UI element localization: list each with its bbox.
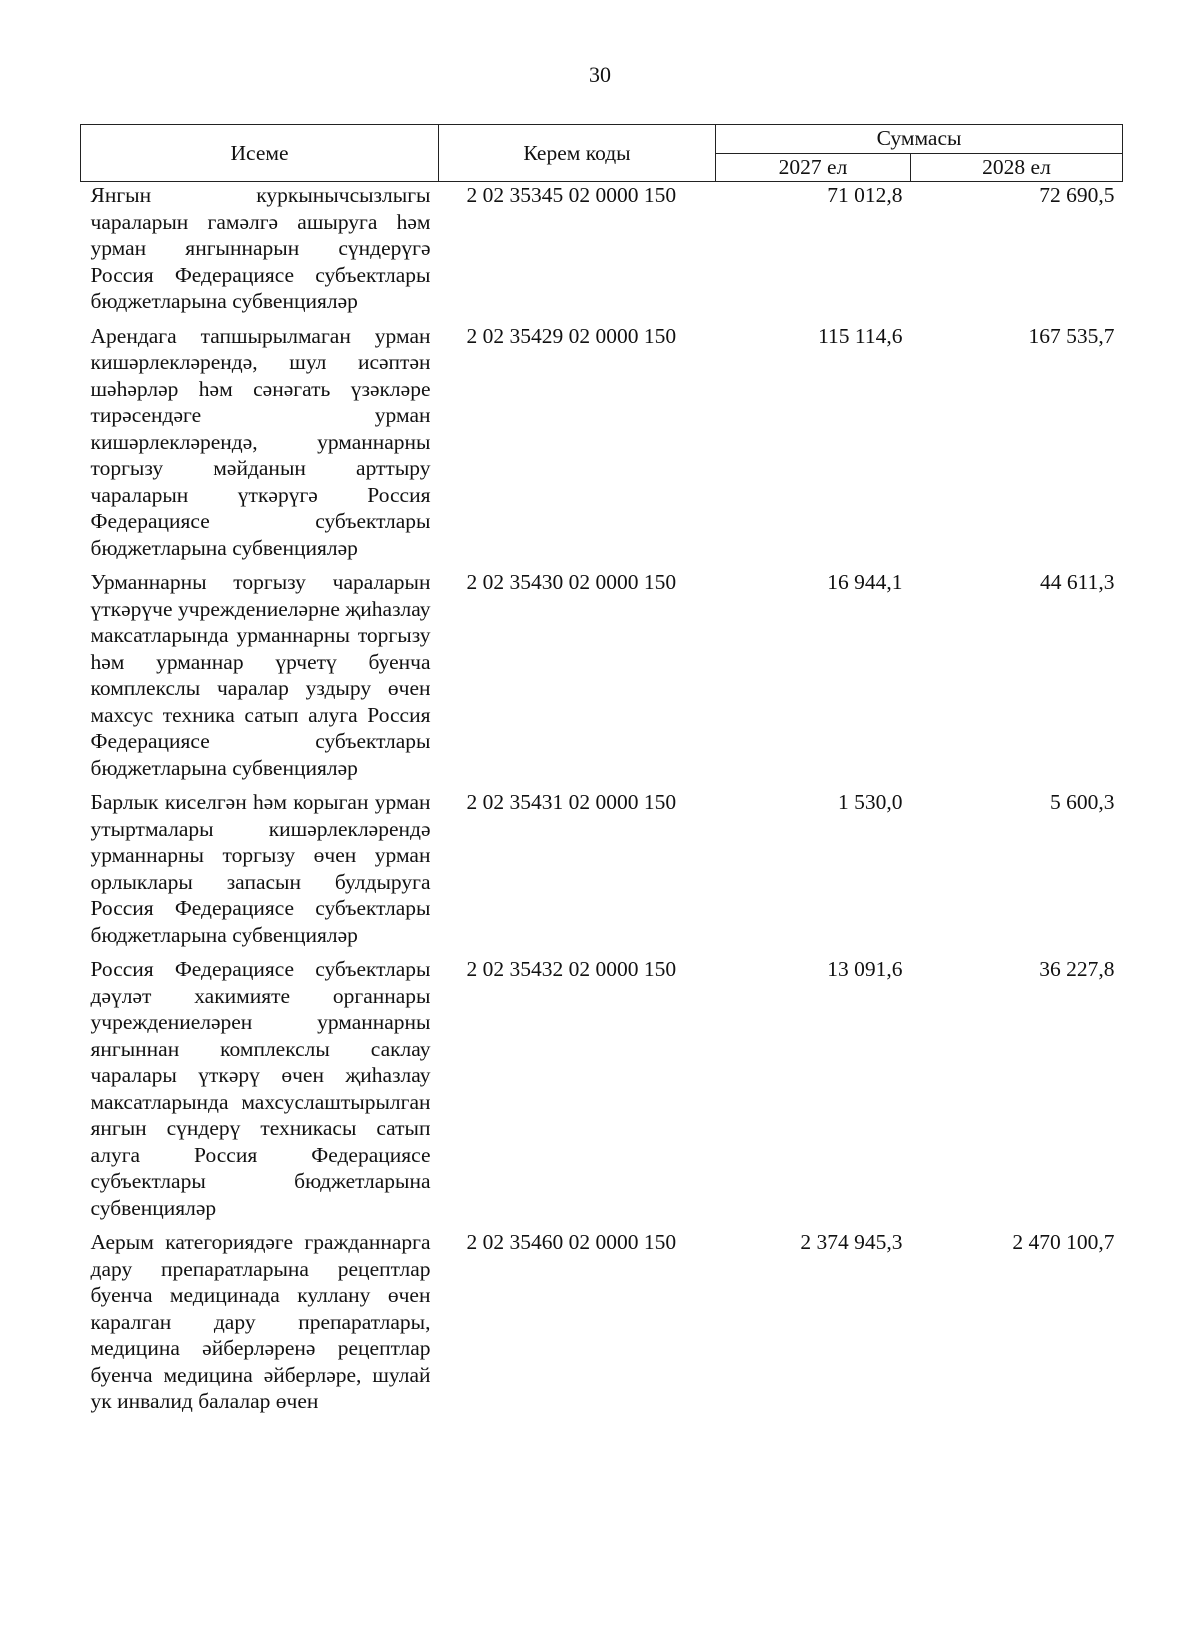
- table-row: [81, 956, 1123, 1229]
- table-row: [81, 569, 1123, 789]
- row-value-2027: 16 944,1: [827, 570, 903, 594]
- row-value-2028: 2 470 100,7: [1012, 1230, 1115, 1254]
- row-value-2027: 2 374 945,3: [800, 1230, 903, 1254]
- table-row: [81, 789, 1123, 956]
- budget-table: [80, 124, 1123, 1423]
- header-year-2027: 2027 ел: [716, 153, 911, 182]
- row-name: Арендага тапшырылмаган урман кишәрлекләрендә, шул исәптән шәһәрләр һәм сәнәгать үзәкләре тирәсендәге урман кишәрлекләрендә, урманнарны торгызу мәйданын арттыру чараларын үткәрүгә Россия Федерациясе субъектлары бюджетларына субвенцияләр: [90, 323, 431, 560]
- header-name: Исеме: [81, 125, 439, 182]
- row-name: Аерым категориядәге гражданнарга дару препаратларына рецептлар буенча медицинада куллану өчен каралган дару препаратлары, медицина әйберләренә рецептлар буенча медицина әйберләре, шулай ук инвалид балалар өчен: [90, 1230, 431, 1413]
- row-code: 2 02 35431 02 0000 150: [466, 790, 677, 814]
- row-value-2027: 115 114,6: [818, 323, 903, 348]
- row-name: Россия Федерациясе субъектлары дәүләт хакимияте органнары учреждениеләрен урманнарны янгыннан комплекслы саклау чаралары үткәрү өчен җиһазлау максатларында махсуслаштырылган янгын сүндерү техникасы сатып алуга Россия Федерациясе субъектлары бюджетларына субвенцияләр: [90, 957, 431, 1220]
- header-sum: Суммасы: [716, 125, 1123, 154]
- table-body: [81, 182, 1123, 1423]
- row-name: Урманнарны торгызу чараларын үткәрүче учреждениеләрне җиһазлау максатларында урманнарны торгызу һәм урманнар үрчетү буенча комплекслы чаралар уздыру өчен махсус техника сатып алуга Россия Федерациясе субъектлары бюджетларына субвенцияләр: [90, 570, 431, 780]
- row-code: 2 02 35430 02 0000 150: [466, 570, 677, 594]
- header-year-2028: 2028 ел: [911, 153, 1123, 182]
- row-code: 2 02 35432 02 0000 150: [466, 957, 677, 981]
- table-row: [81, 323, 1123, 570]
- row-value-2027: 13 091,6: [827, 957, 903, 981]
- row-value-2028: 72 690,5: [1039, 183, 1115, 207]
- row-name: Янгын куркынычсызлыгы чараларын гамәлгә ашыруга һәм урман янгыннарын сүндерүгә Россия Федерациясе субъектлары бюджетларына субвенцияләр: [90, 183, 431, 313]
- row-code: 2 02 35460 02 0000 150: [466, 1230, 677, 1254]
- row-value-2028: 5 600,3: [1050, 790, 1115, 814]
- page-number: 30: [589, 62, 611, 87]
- header-code: Керем коды: [439, 125, 716, 182]
- row-value-2028: 44 611,3: [1040, 570, 1115, 594]
- row-value-2027: 71 012,8: [827, 183, 903, 207]
- row-value-2027: 1 530,0: [838, 790, 903, 814]
- row-code: 2 02 35345 02 0000 150: [466, 183, 677, 207]
- table-row: [81, 1229, 1123, 1423]
- table-row: [81, 182, 1123, 323]
- row-name: Барлык киселгән һәм корыган урман утыртмалары кишәрлекләрендә урманнарны торгызу өчен урман орлыклары запасын булдыруга Россия Федерациясе субъектлары бюджетларына субвенцияләр: [90, 790, 431, 947]
- row-value-2028: 36 227,8: [1039, 957, 1115, 981]
- row-value-2028: 167 535,7: [1028, 323, 1115, 348]
- table-header: [81, 125, 1123, 182]
- row-code: 2 02 35429 02 0000 150: [466, 323, 677, 348]
